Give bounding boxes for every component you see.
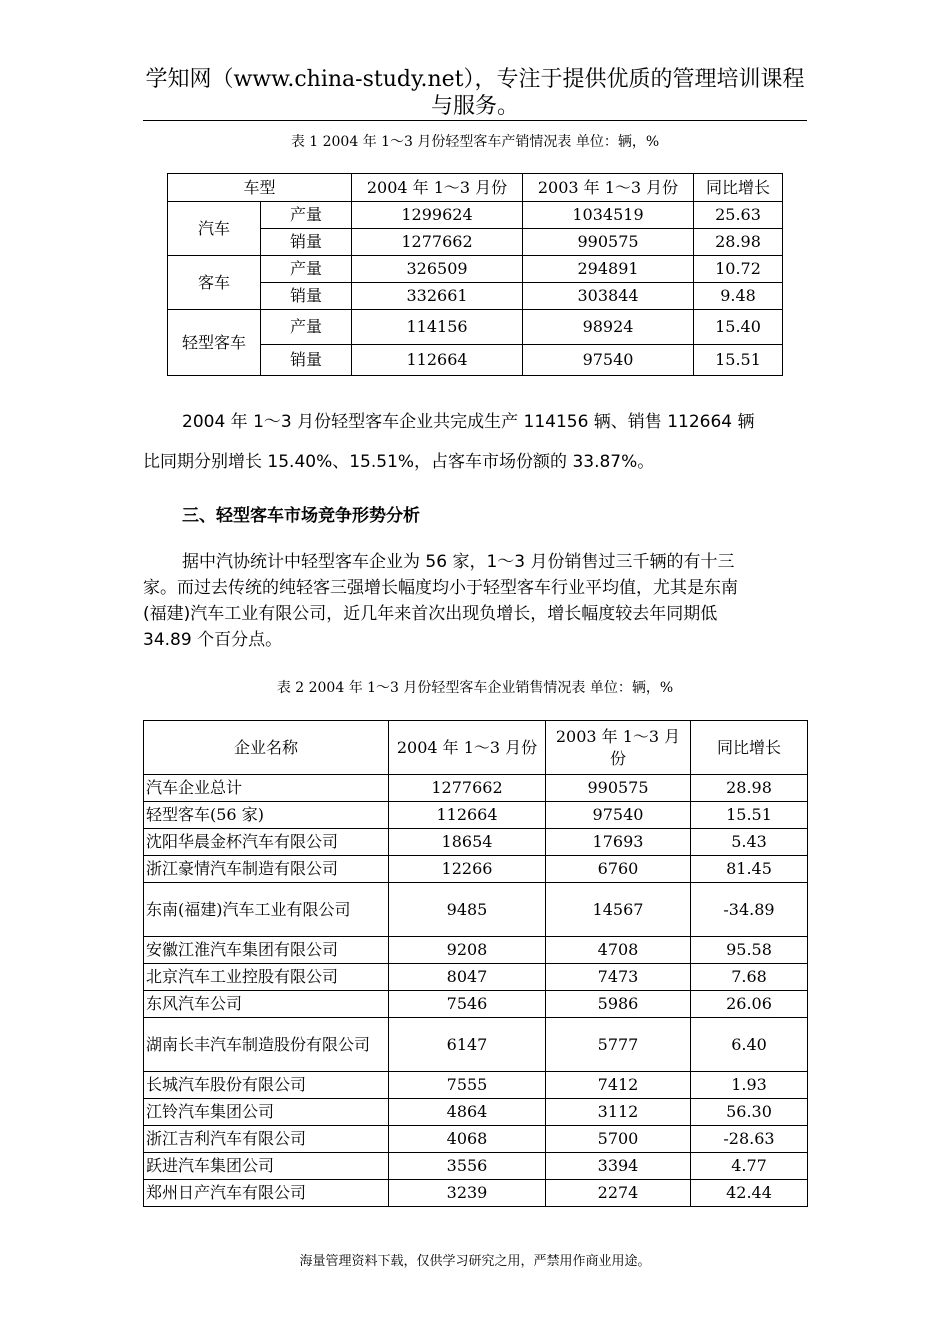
table1-group-name: 轻型客车 [168, 310, 261, 376]
table-row [144, 937, 808, 964]
table2-cell-company: 沈阳华晨金杯汽车有限公司 [144, 829, 389, 856]
table2-cell-2004: 4068 [389, 1126, 546, 1153]
header-divider [143, 120, 807, 121]
table2-cell-company: 东南(福建)汽车工业有限公司 [144, 883, 389, 937]
table2-cell-2003: 3112 [546, 1099, 691, 1126]
table1-cell-type: 销量 [261, 345, 352, 376]
table2-cell-company: 轻型客车(56 家) [144, 802, 389, 829]
table2-cell-2004: 9208 [389, 937, 546, 964]
table-row [144, 1018, 808, 1072]
page-header [143, 66, 807, 120]
section-heading: 三、轻型客车市场竞争形势分析 [182, 506, 420, 526]
table2-cell-company: 安徽江淮汽车集团有限公司 [144, 937, 389, 964]
table1-cell-type: 销量 [261, 283, 352, 310]
table2-cell-growth: -28.63 [691, 1126, 808, 1153]
table2-cell-2003: 3394 [546, 1153, 691, 1180]
paragraph-2 [143, 549, 807, 653]
table1-cell-2004: 1277662 [352, 229, 523, 256]
table1-cell-2003: 294891 [523, 256, 694, 283]
table1-cell-2004: 1299624 [352, 202, 523, 229]
table2-cell-2003: 17693 [546, 829, 691, 856]
table2-cell-growth: 15.51 [691, 802, 808, 829]
table2-cell-company: 郑州日产汽车有限公司 [144, 1180, 389, 1207]
table2-cell-company: 浙江豪情汽车制造有限公司 [144, 856, 389, 883]
table1-caption: 表 1 2004 年 1～3 月份轻型客车产销情况表 单位：辆，% [290, 134, 660, 150]
table1-cell-type: 产量 [261, 256, 352, 283]
table2-cell-2004: 112664 [389, 802, 546, 829]
table1-cell-2003: 303844 [523, 283, 694, 310]
table2-cell-growth: 4.77 [691, 1153, 808, 1180]
table2-cell-2004: 3556 [389, 1153, 546, 1180]
table2-cell-2003: 97540 [546, 802, 691, 829]
table2-cell-growth: 26.06 [691, 991, 808, 1018]
table2-header-2003: 2003 年 1～3 月份 [546, 721, 691, 775]
table1-header-2003: 2003 年 1～3 月份 [523, 174, 694, 202]
table1-cell-2003: 1034519 [523, 202, 694, 229]
table1-cell-type: 产量 [261, 310, 352, 345]
table2-cell-company: 汽车企业总计 [144, 775, 389, 802]
table2-cell-growth: 1.93 [691, 1072, 808, 1099]
table1-cell-growth: 9.48 [694, 283, 783, 310]
table-row [168, 229, 783, 256]
table2-cell-2004: 6147 [389, 1018, 546, 1072]
table-row [144, 991, 808, 1018]
table2-header-growth: 同比增长 [691, 721, 808, 775]
table2-cell-2004: 3239 [389, 1180, 546, 1207]
table2-cell-growth: 6.40 [691, 1018, 808, 1072]
table2-cell-company: 北京汽车工业控股有限公司 [144, 964, 389, 991]
table2-cell-2003: 7473 [546, 964, 691, 991]
table2-cell-2003: 7412 [546, 1072, 691, 1099]
table1-cell-growth: 15.40 [694, 310, 783, 345]
table-row [144, 775, 808, 802]
table2-cell-2004: 7546 [389, 991, 546, 1018]
table-row [168, 256, 783, 283]
table1-cell-2003: 98924 [523, 310, 694, 345]
table-row [144, 1153, 808, 1180]
table2-cell-2003: 5777 [546, 1018, 691, 1072]
table1-group-name: 汽车 [168, 202, 261, 256]
table2-cell-2003: 4708 [546, 937, 691, 964]
paragraph-2-line-1: 据中汽协统计中轻型客车企业为 56 家，1～3 月份销售过三千辆的有十三 [182, 552, 735, 572]
paragraph-1 [143, 402, 807, 482]
paragraph-2-line-2: 家。而过去传统的纯轻客三强增长幅度均小于轻型客车行业平均值，尤其是东南 [143, 578, 738, 598]
page-footer: 海量管理资料下载，仅供学习研究之用，严禁用作商业用途。 [299, 1254, 651, 1269]
table2-cell-growth: 56.30 [691, 1099, 808, 1126]
table1-cell-2003: 990575 [523, 229, 694, 256]
table2-cell-2004: 18654 [389, 829, 546, 856]
table2-cell-2003: 2274 [546, 1180, 691, 1207]
table2-cell-company: 浙江吉利汽车有限公司 [144, 1126, 389, 1153]
table-row [144, 856, 808, 883]
table2 [143, 720, 808, 1207]
table2-header-company: 企业名称 [144, 721, 389, 775]
table-row [144, 1180, 808, 1207]
header-line-2: 与服务。 [430, 94, 519, 119]
paragraph-1-line-2: 比同期分别增长 15.40%、15.51%，占客车市场份额的 33.87%。 [143, 452, 655, 472]
table2-cell-company: 江铃汽车集团公司 [144, 1099, 389, 1126]
table1-cell-type: 产量 [261, 202, 352, 229]
table2-cell-2003: 5986 [546, 991, 691, 1018]
table2-cell-growth: 7.68 [691, 964, 808, 991]
table2-cell-2004: 9485 [389, 883, 546, 937]
table-row [144, 964, 808, 991]
header-line-1: 学知网（www.china-study.net），专注于提供优质的管理培训课程 [145, 67, 805, 92]
table2-cell-company: 湖南长丰汽车制造股份有限公司 [144, 1018, 389, 1072]
table2-cell-growth: 28.98 [691, 775, 808, 802]
paragraph-2-line-4: 34.89 个百分点。 [143, 630, 283, 650]
table1-cell-growth: 28.98 [694, 229, 783, 256]
table2-cell-2003: 6760 [546, 856, 691, 883]
table-row [144, 802, 808, 829]
table1-cell-2004: 332661 [352, 283, 523, 310]
table2-cell-company: 长城汽车股份有限公司 [144, 1072, 389, 1099]
table-row [144, 829, 808, 856]
table-row [168, 345, 783, 376]
table2-cell-2004: 7555 [389, 1072, 546, 1099]
table2-cell-growth: -34.89 [691, 883, 808, 937]
table1-cell-type: 销量 [261, 229, 352, 256]
table1-cell-2004: 112664 [352, 345, 523, 376]
table2-cell-growth: 5.43 [691, 829, 808, 856]
table-row [168, 202, 783, 229]
table1-cell-growth: 15.51 [694, 345, 783, 376]
table1-header-2004: 2004 年 1～3 月份 [352, 174, 523, 202]
table-row [144, 883, 808, 937]
table-row [144, 1072, 808, 1099]
table-row [168, 310, 783, 345]
table1-header-model: 车型 [168, 174, 352, 202]
table2-cell-2003: 990575 [546, 775, 691, 802]
table2-cell-company: 东风汽车公司 [144, 991, 389, 1018]
table2-cell-2004: 1277662 [389, 775, 546, 802]
table2-cell-growth: 81.45 [691, 856, 808, 883]
table1-header-row [168, 174, 783, 202]
table2-header-row [144, 721, 808, 775]
table1-cell-growth: 25.63 [694, 202, 783, 229]
table-row [144, 1126, 808, 1153]
table2-header-2004: 2004 年 1～3 月份 [389, 721, 546, 775]
table2-cell-company: 跃进汽车集团公司 [144, 1153, 389, 1180]
table1-group-name: 客车 [168, 256, 261, 310]
table1-cell-2004: 326509 [352, 256, 523, 283]
paragraph-2-line-3: (福建)汽车工业有限公司，近几年来首次出现负增长，增长幅度较去年同期低 [143, 604, 718, 624]
table1-cell-growth: 10.72 [694, 256, 783, 283]
table2-cell-2003: 14567 [546, 883, 691, 937]
table2-cell-2003: 5700 [546, 1126, 691, 1153]
table2-cell-2004: 4864 [389, 1099, 546, 1126]
table2-cell-2004: 8047 [389, 964, 546, 991]
table-row [168, 283, 783, 310]
table2-cell-growth: 42.44 [691, 1180, 808, 1207]
table2-cell-2004: 12266 [389, 856, 546, 883]
table1-header-growth: 同比增长 [694, 174, 783, 202]
table2-cell-growth: 95.58 [691, 937, 808, 964]
table1 [167, 173, 783, 376]
table1-cell-2004: 114156 [352, 310, 523, 345]
table2-caption: 表 2 2004 年 1～3 月份轻型客车企业销售情况表 单位：辆，% [276, 680, 674, 696]
table1-cell-2003: 97540 [523, 345, 694, 376]
table-row [144, 1099, 808, 1126]
paragraph-1-line-1: 2004 年 1～3 月份轻型客车企业共完成生产 114156 辆、销售 112664 辆 [182, 412, 755, 432]
